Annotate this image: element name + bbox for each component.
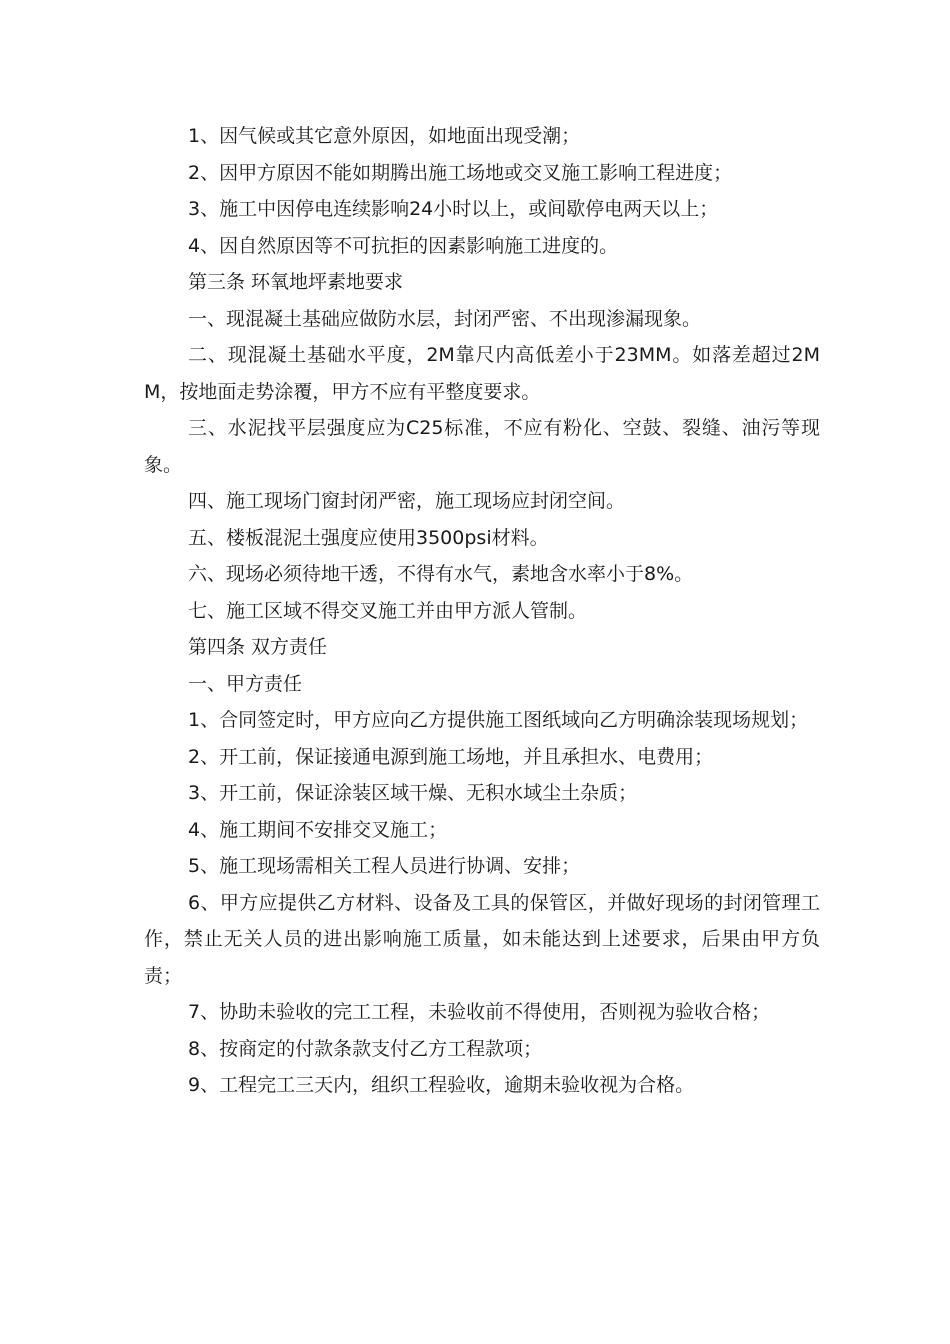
duty-item-2: 2、开工前，保证接通电源到施工场地，并且承担水、电费用； xyxy=(188,745,714,768)
list-item-weather: 1、因气候或其它意外原因，如地面出现受潮； xyxy=(188,125,581,147)
requirement-item-2: 二、现混凝土基础水平度，2M靠尺内高低差小于23MM。如落差超过2MM，按地面走势涂覆，甲方不应有平整度要求。 xyxy=(144,344,820,403)
section-heading-article-4: 第四条 双方责任 xyxy=(188,636,328,658)
duty-item-7: 7、协助未验收的完工工程，未验收前不得使用，否则视为验收合格； xyxy=(188,1001,771,1023)
requirement-item-4: 四、施工现场门窗封闭严密，施工现场应封闭空间。 xyxy=(188,490,626,512)
requirement-item-7: 七、施工区域不得交叉施工并由甲方派人管制。 xyxy=(188,599,588,622)
duty-item-8: 8、按商定的付款条款支付乙方工程款项； xyxy=(188,1037,543,1060)
list-item-site-delay: 2、因甲方原因不能如期腾出施工场地或交叉施工影响工程进度； xyxy=(188,161,733,184)
duty-item-3: 3、开工前，保证涂装区域干燥、无积水域尘土杂质； xyxy=(188,782,638,804)
subsection-heading-party-a: 一、甲方责任 xyxy=(188,672,303,695)
list-item-power-outage: 3、施工中因停电连续影响24小时以上，或间歇停电两天以上； xyxy=(188,198,719,220)
duty-item-1: 1、合同签定时，甲方应向乙方提供施工图纸域向乙方明确涂装现场规划； xyxy=(188,709,809,731)
duty-item-6: 6、甲方应提供乙方材料、设备及工具的保管区，并做好现场的封闭管理工作，禁止无关人员的进出影响施工质量，如未能达到上述要求，后果由甲方负责； xyxy=(144,891,820,987)
duty-item-9: 9、工程完工三天内，组织工程验收，逾期未验收视为合格。 xyxy=(188,1074,695,1096)
document-body xyxy=(144,118,820,1104)
list-item-force-majeure: 4、因自然原因等不可抗拒的因素影响施工进度的。 xyxy=(188,234,619,257)
requirement-item-6: 六、现场必须待地干透，不得有水气，素地含水率小于8%。 xyxy=(188,563,694,585)
requirement-item-5: 五、楼板混泥土强度应使用3500psi材料。 xyxy=(188,526,549,549)
requirement-item-3: 三、水泥找平层强度应为C25标准，不应有粉化、空鼓、裂缝、油污等现象。 xyxy=(144,417,820,476)
duty-item-4: 4、施工期间不安排交叉施工； xyxy=(188,818,448,841)
section-heading-article-3: 第三条 环氧地坪素地要求 xyxy=(188,271,404,293)
duty-item-5: 5、施工现场需相关工程人员进行协调、安排； xyxy=(188,855,581,877)
requirement-item-1: 一、现混凝土基础应做防水层，封闭严密、不出现渗漏现象。 xyxy=(188,307,702,330)
